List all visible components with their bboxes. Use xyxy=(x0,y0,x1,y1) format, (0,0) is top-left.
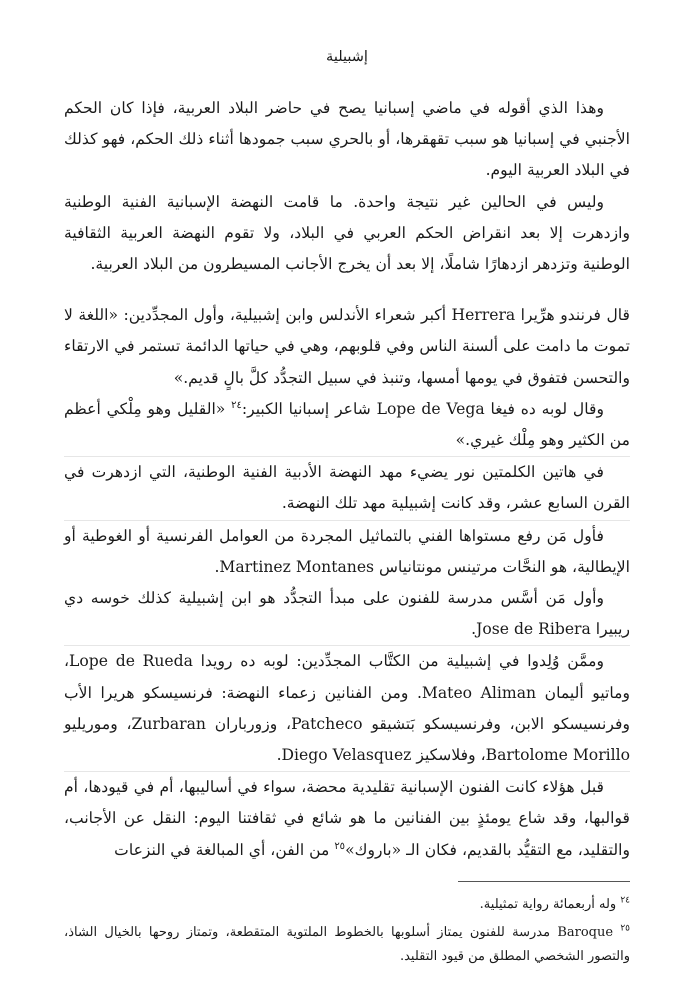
paragraph-6: فأول مَن رفع مستواها الفني بالتماثيل المجردة من العوامل الفرنسية أو الغوطية أو الإيطالية، هو النحَّات مرتينس مونتانياس Martinez Montanes. xyxy=(64,520,630,583)
paragraph-4: وقال لوبه ده فيغا Lope de Vega شاعر إسبانيا الكبير:$^{٢٤}$ «القليل وهو مِلْكي أعظم من الكثير وهو مِلْك غيري.» xyxy=(64,399,630,450)
paragraph-2: وليس في الحالين غير نتيجة واحدة. ما قامت النهضة الإسبانية الفنية الوطنية وازدهرت إلا بعد انقراض الحكم العربي في البلاد، ولا تقوم النهضة العربية الثقافية الوطنية وتزدهر ازدهارًا شاملًا، إلا بعد أن يخرج الأجانب المسيطرون من البلاد العربية. xyxy=(64,192,630,274)
book-page xyxy=(64,0,630,1000)
paragraph-3: قال فرنندو هرِّيرا Herrera أكبر شعراء الأندلس وابن إشبيلية، وأول المجدِّدين: «اللغة لا تموت ما دامت على ألسنة الناس وفي قلوبهم، وهي في حياتها الدائمة تستمر في الارتقاء والتحسن فتفوق في يومها أمسها، وتنبذ في سبيل التجدُّد كلَّ بالٍ قديم.» xyxy=(64,306,630,387)
paragraph-8: وممَّن وُلِدوا في إشبيلية من الكتَّاب المجدِّدين: لوبه ده رويدا Lope de Rueda، وماتيو أليمان Mateo Aliman. ومن الفنانين زعماء النهضة: فرنسيسكو هريرا الأب وفرنسيسكو الابن، وفرنسيسكو بَتشيقو Patcheco، وزورباران Zurbaran، وموريليو Bartolome Morillo، وفلاسكيز Diego Velasquez. xyxy=(64,645,630,771)
footnote-ref-24[interactable]: ٢٤ xyxy=(231,399,242,411)
latin-name-montanes: Martinez Montanes xyxy=(219,557,375,576)
latin-name-velasquez: Diego Velasquez xyxy=(281,746,412,765)
latin-name-lope-de-vega: Lope de Vega xyxy=(376,399,485,418)
latin-name-patcheco: Patcheco xyxy=(291,714,363,733)
latin-name-morillo: Bartolome Morillo xyxy=(485,746,630,765)
body-text xyxy=(64,93,630,866)
footnote-25: $^{٢٥}$ Baroque مدرسة للفنون يمتاز أسلوبها بالخطوط الملتوية المتقطعة، وتمتاز روحها بالخيال الشاذ، والتصور الشخصي المطلق من قيود التقليد. xyxy=(64,923,630,964)
latin-term-baroque: Baroque xyxy=(557,924,614,940)
latin-name-aliman: Mateo Aliman xyxy=(421,683,537,702)
footnote-number: ٢٥ xyxy=(620,923,630,934)
footnote-number: ٢٤ xyxy=(620,895,630,906)
latin-name-herrera: Herrera xyxy=(451,306,516,325)
latin-name-rueda: Lope de Rueda xyxy=(69,652,193,671)
footnote-24: $^{٢٤}$ وله أربعمائة رواية تمثيلية. xyxy=(479,895,630,912)
latin-name-zurbaran: Zurbaran xyxy=(131,714,206,733)
footnotes xyxy=(64,893,630,973)
latin-name-ribera: Jose de Ribera xyxy=(476,620,591,639)
paragraph-1: وهذا الذي أقوله في ماضي إسبانيا يصح في حاضر البلاد العربية، فإذا كان الحكم الأجنبي في إسبانيا هو سبب تقهقرها، أو بالحري سبب جمودها أثناء ذلك الحكم، فهو كذلك في البلاد العربية اليوم. xyxy=(64,99,630,180)
paragraph-7: وأول مَن أسَّس مدرسة للفنون على مبدأ التجدُّد هو ابن إشبيلية كذلك خوسه دي ريبيرا Jose de Ribera. xyxy=(64,589,630,639)
running-header: إشبيلية xyxy=(326,49,368,65)
paragraph-9: قبل هؤلاء كانت الفنون الإسبانية تقليدية محضة، سواء في أساليبها، أم في قيودها، أم قوالبها، وقد شاع يومئذٍ بين الفنانين ما هو شائع في ثقافتنا اليوم: النقل عن الأجانب، والتقليد، مع التقيُّد بالقديم، فكان الـ «باروك»$^{٢٥}$ من الفن، أي المبالغة في النزعات xyxy=(64,771,630,866)
footnote-separator xyxy=(458,881,630,882)
paragraph-5: في هاتين الكلمتين نور يضيء مهد النهضة الأدبية الفنية الوطنية، التي ازدهرت في القرن السابع عشر، وقد كانت إشبيلية مهد تلك النهضة. xyxy=(64,456,630,519)
footnote-ref-25[interactable]: ٢٥ xyxy=(334,840,346,852)
